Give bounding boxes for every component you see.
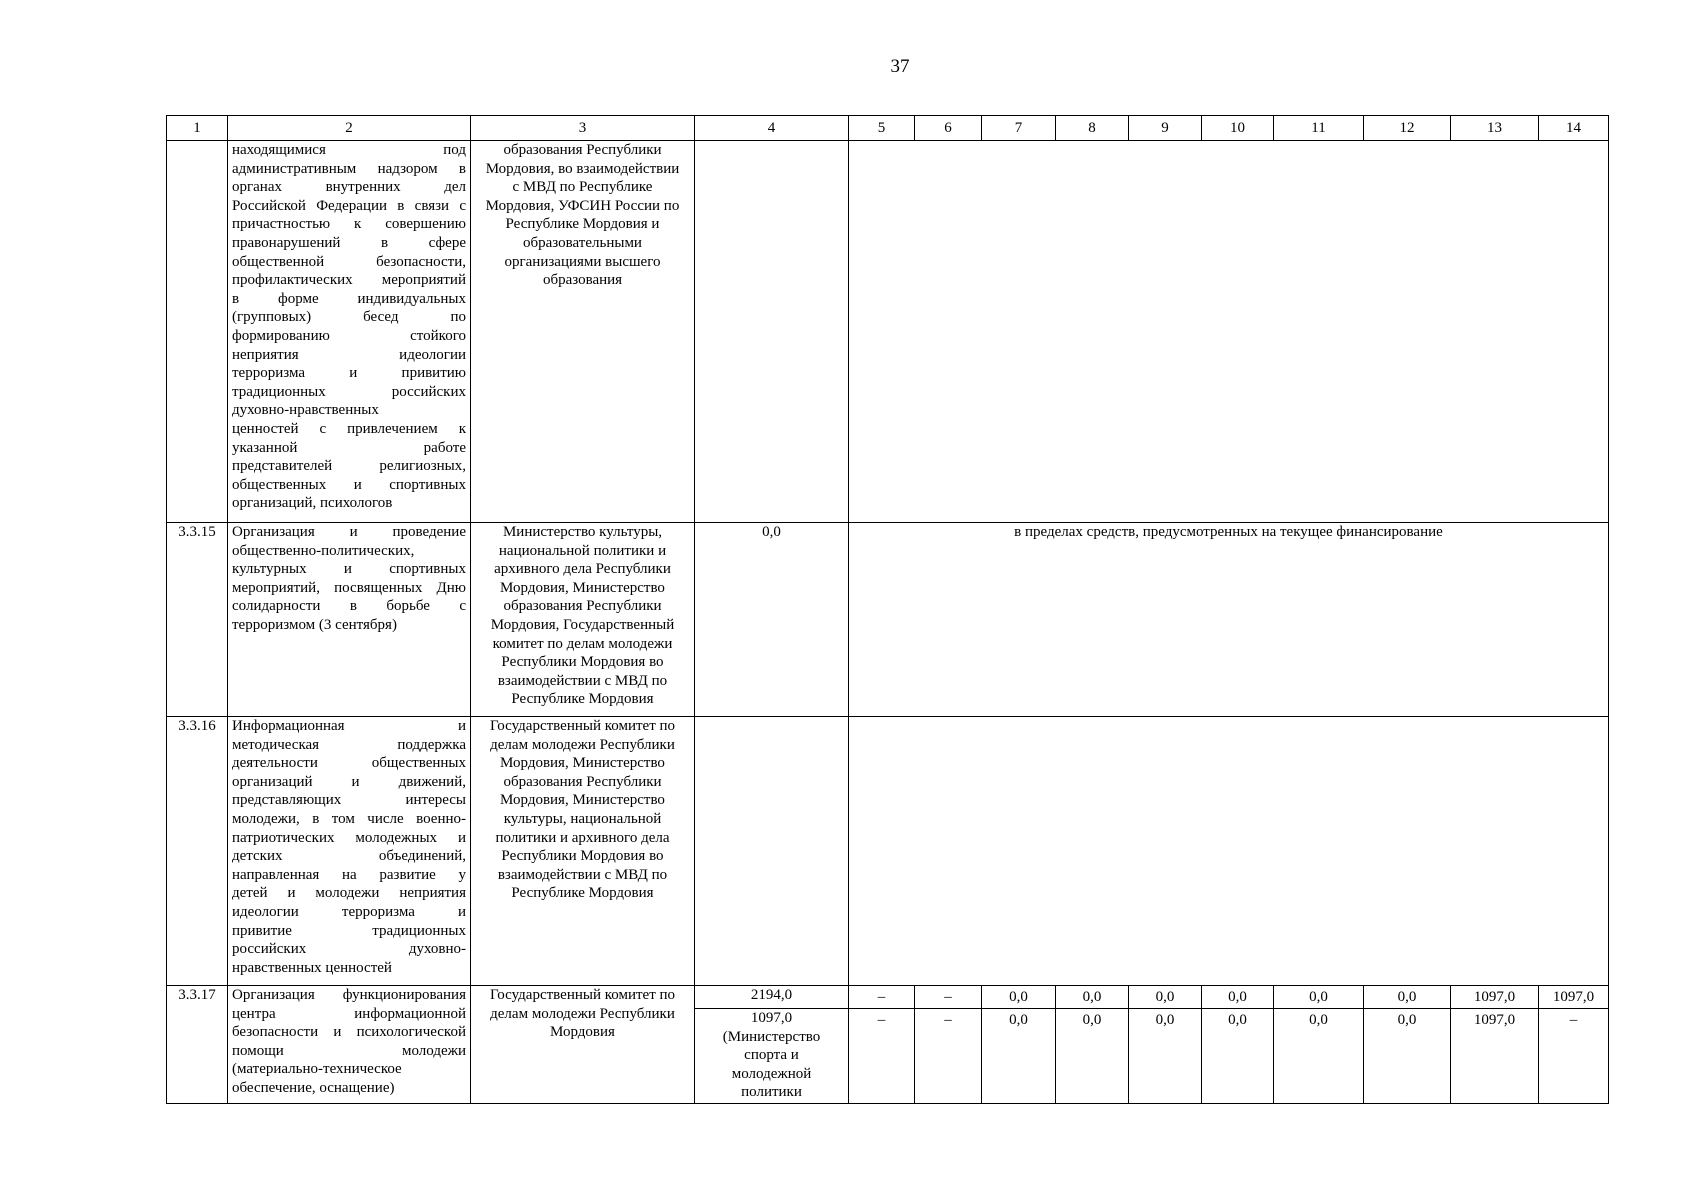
- text-line: архивного дела Республики: [494, 561, 671, 578]
- text-line: молодежной: [731, 1065, 812, 1082]
- text-line: Мордовия, во взаимодействии: [485, 160, 680, 177]
- header-col-13: 13: [1451, 116, 1539, 141]
- text-line: представляющих интересы: [232, 792, 466, 809]
- text-line: политики и архивного дела: [495, 829, 670, 846]
- text-line: Республике Мордовия: [511, 691, 654, 708]
- header-col-6: 6: [915, 116, 982, 141]
- header-col-11: 11: [1274, 116, 1364, 141]
- text-line: образования Республики: [503, 598, 662, 615]
- text-line: деятельности общественных: [232, 755, 466, 772]
- text-line: 2194,0: [750, 987, 793, 1003]
- text-line: Информационная и: [232, 718, 466, 734]
- text-line: Республики Мордовия во: [501, 654, 664, 671]
- text-line: (Министерство: [722, 1028, 821, 1045]
- cell-measure-text: [228, 141, 471, 523]
- cell-number: 3.3.17: [167, 986, 228, 1104]
- text-line: патриотических молодежных и: [232, 829, 466, 846]
- cell-value-col-6: –: [915, 986, 982, 1009]
- text-line: Министерство культуры,: [502, 524, 663, 540]
- text-line: национальной политики и: [498, 542, 667, 559]
- text-line: привитие традиционных: [232, 922, 466, 939]
- text-line: ценностей с привлечением к: [232, 420, 466, 437]
- cell-executors: [471, 717, 695, 986]
- header-col-5: 5: [849, 116, 915, 141]
- text-line: Государственный комитет по: [489, 718, 676, 734]
- cell-value-col-8: 0,0: [1056, 986, 1129, 1009]
- text-line: молодежи, в том числе военно-: [232, 810, 466, 827]
- text-line: делам молодежи Республики: [490, 1005, 675, 1022]
- cell-total: [695, 141, 849, 523]
- text-line: образования: [542, 272, 623, 289]
- text-line: образовательными: [523, 234, 642, 251]
- table-row-3-3-17: [167, 986, 1609, 1009]
- header-col-3: 3: [471, 116, 695, 141]
- text-line: детских объединений,: [232, 848, 466, 865]
- cell-value-col-14: –: [1539, 1009, 1609, 1104]
- header-col-8: 8: [1056, 116, 1129, 141]
- cell-value-col-11: 0,0: [1274, 986, 1364, 1009]
- text-line: взаимодействии с МВД по: [497, 866, 668, 883]
- text-line: (групповых) бесед по: [232, 309, 466, 326]
- cell-value-col-13: 1097,0: [1451, 1009, 1539, 1104]
- cell-funding-span: [849, 717, 1609, 986]
- text-line: помощи молодежи: [232, 1042, 466, 1059]
- table-row-3-3-15: [167, 523, 1609, 717]
- header-col-7: 7: [982, 116, 1056, 141]
- text-line: образования Республики: [503, 142, 662, 158]
- text-line: взаимодействии с МВД по: [497, 672, 668, 689]
- header-col-4: 4: [695, 116, 849, 141]
- cell-value-col-5: –: [849, 986, 915, 1009]
- text-line: нравственных ценностей: [232, 959, 392, 976]
- cell-value-col-12: 0,0: [1364, 986, 1451, 1009]
- cell-number: 3.3.16: [167, 717, 228, 986]
- header-col-2: 2: [228, 116, 471, 141]
- text-line: Республике Мордовия: [511, 885, 654, 902]
- text-line: профилактических мероприятий: [232, 272, 466, 289]
- header-col-14: 14: [1539, 116, 1609, 141]
- text-line: неприятия идеологии: [232, 346, 466, 363]
- cell-total: [695, 717, 849, 986]
- text-line: методическая поддержка: [232, 736, 466, 753]
- text-line: организаций и движений,: [232, 773, 466, 790]
- cell-value-col-12: 0,0: [1364, 1009, 1451, 1104]
- text-line: общественной безопасности,: [232, 253, 466, 270]
- text-line: политики: [741, 1084, 802, 1101]
- header-col-12: 12: [1364, 116, 1451, 141]
- text-line: Государственный комитет по: [489, 987, 676, 1003]
- text-line: традиционных российских: [232, 383, 466, 400]
- cell-value-col-11: 0,0: [1274, 1009, 1364, 1104]
- cell-value-col-10: 0,0: [1202, 986, 1274, 1009]
- text-line: российских духовно-: [232, 941, 466, 958]
- text-line: указанной работе: [232, 439, 466, 456]
- cell-measure-text: [228, 717, 471, 986]
- text-line: делам молодежи Республики: [490, 736, 675, 753]
- text-line: Мордовия, УФСИН России по: [485, 197, 680, 214]
- text-line: правонарушений в сфере: [232, 234, 466, 251]
- text-line: солидарности в борьбе с: [232, 598, 466, 615]
- text-line: комитет по делам молодежи: [492, 635, 673, 652]
- cell-value-col-10: 0,0: [1202, 1009, 1274, 1104]
- cell-funding-span: в пределах средств, предусмотренных на текущее финансирование: [849, 523, 1609, 717]
- text-line: Республике Мордовия и: [505, 216, 660, 233]
- cell-value-col-14: 1097,0: [1539, 986, 1609, 1009]
- header-col-1: 1: [167, 116, 228, 141]
- text-line: находящимися под: [232, 142, 466, 158]
- text-line: причастностью к совершению: [232, 216, 466, 233]
- text-line: 1097,0: [750, 1010, 793, 1026]
- text-line: терроризма и привитию: [232, 365, 466, 382]
- program-table: [166, 115, 1609, 1104]
- cell-value-col-5: –: [849, 1009, 915, 1104]
- text-line: духовно-нравственных: [232, 402, 379, 419]
- text-line: Мордовия, Министерство: [500, 755, 665, 772]
- text-line: организациями высшего: [504, 253, 661, 270]
- cell-value-col-9: 0,0: [1129, 1009, 1202, 1104]
- text-line: Мордовия, Министерство: [500, 792, 665, 809]
- cell-measure-text: [228, 986, 471, 1104]
- text-line: терроризмом (3 сентября): [232, 616, 397, 633]
- text-line: идеологии терроризма и: [232, 903, 466, 920]
- cell-funding-span: [849, 141, 1609, 523]
- text-line: представителей религиозных,: [232, 458, 466, 475]
- text-line: мероприятий, посвященных Дню: [232, 579, 466, 596]
- cell-value-col-13: 1097,0: [1451, 986, 1539, 1009]
- cell-number: [167, 141, 228, 523]
- table-row-3-3-16: [167, 717, 1609, 986]
- text-line: культурных и спортивных: [232, 561, 466, 578]
- text-line: с МВД по Республике: [512, 179, 653, 196]
- cell-value-col-7: 0,0: [982, 986, 1056, 1009]
- text-line: Мордовия, Государственный: [490, 616, 675, 633]
- text-line: Мордовия, Министерство: [500, 579, 665, 596]
- text-line: Республики Мордовия во: [501, 848, 664, 865]
- text-line: формированию стойкого: [232, 327, 466, 344]
- header-col-9: 9: [1129, 116, 1202, 141]
- table-header-row: [167, 116, 1609, 141]
- text-line: образования Республики: [503, 773, 662, 790]
- header-col-10: 10: [1202, 116, 1274, 141]
- text-line: направленная на развитие у: [232, 866, 466, 883]
- cell-total: [695, 1009, 849, 1104]
- cell-total: 0,0: [695, 523, 849, 717]
- cell-value-col-6: –: [915, 1009, 982, 1104]
- text-line: организаций, психологов: [232, 495, 393, 512]
- cell-value-col-9: 0,0: [1129, 986, 1202, 1009]
- text-line: Российской Федерации в связи с: [232, 197, 466, 214]
- cell-number: 3.3.15: [167, 523, 228, 717]
- page-number: 37: [890, 56, 910, 77]
- text-line: детей и молодежи неприятия: [232, 885, 466, 902]
- cell-executors: [471, 986, 695, 1104]
- cell-executors: [471, 523, 695, 717]
- text-line: Организация функционирования: [232, 987, 466, 1003]
- text-line: в форме индивидуальных: [232, 290, 466, 307]
- text-line: Мордовия: [550, 1024, 615, 1041]
- cell-total: [695, 986, 849, 1009]
- text-line: Организация и проведение: [232, 524, 466, 540]
- table-row-continuation: [167, 141, 1609, 523]
- text-line: обеспечение, оснащение): [232, 1079, 395, 1096]
- text-line: органах внутренних дел: [232, 179, 466, 196]
- cell-value-col-8: 0,0: [1056, 1009, 1129, 1104]
- cell-measure-text: [228, 523, 471, 717]
- text-line: (материально-техническое: [232, 1061, 402, 1078]
- text-line: культуры, национальной: [503, 810, 662, 827]
- text-line: общественных и спортивных: [232, 476, 466, 493]
- text-line: административным надзором в: [232, 160, 466, 177]
- cell-executors: [471, 141, 695, 523]
- text-line: безопасности и психологической: [232, 1024, 466, 1041]
- text-line: спорта и: [744, 1047, 799, 1064]
- text-line: общественно-политических,: [232, 542, 415, 559]
- cell-value-col-7: 0,0: [982, 1009, 1056, 1104]
- text-line: центра информационной: [232, 1005, 466, 1022]
